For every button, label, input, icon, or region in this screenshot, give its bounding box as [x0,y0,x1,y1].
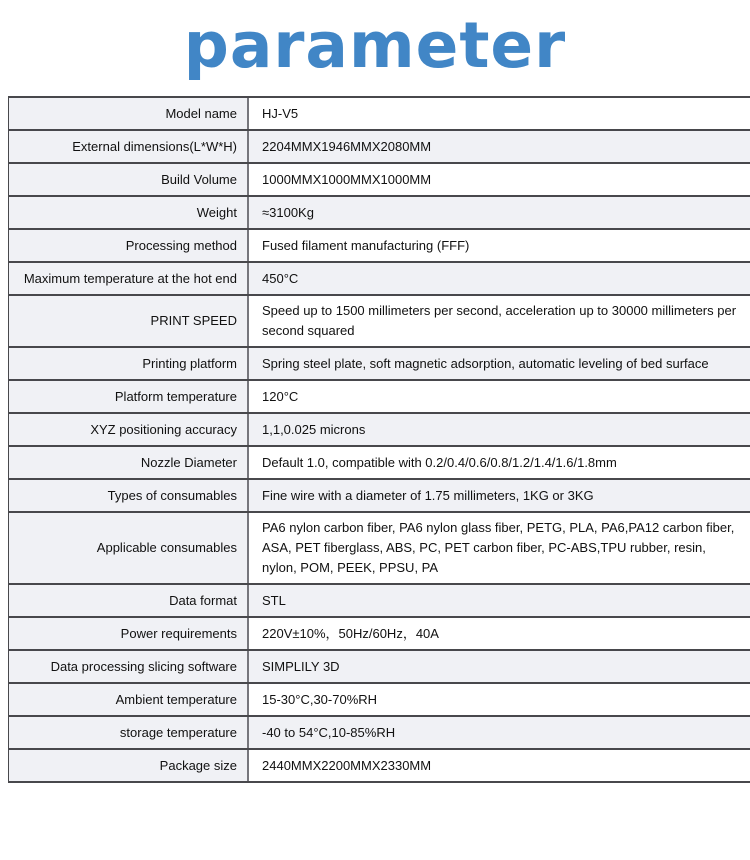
spec-value: Default 1.0, compatible with 0.2/0.4/0.6/0.8/1.2/1.4/1.6/1.8mm [262,454,617,470]
spec-value: STL [249,585,750,616]
spec-label: Package size [9,750,249,781]
table-row [9,230,750,263]
spec-label: Platform temperature [9,381,249,412]
spec-label: Printing platform [9,348,249,379]
spec-label: Ambient temperature [9,684,249,715]
spec-value: 220V±10%，50Hz/60Hz，40A [262,625,439,641]
spec-value: SIMPLILY 3D [249,651,750,682]
spec-label: Power requirements [9,618,249,649]
spec-value: 15-30°C,30-70%RH [262,691,378,707]
table-row [9,618,750,651]
spec-label: External dimensions(L*W*H) [9,131,249,162]
table-row [9,480,750,513]
table-row [9,513,750,585]
spec-value: Fused filament manufacturing (FFF) [262,237,470,253]
spec-value: ≈3100Kg [249,197,750,228]
spec-table [8,96,750,783]
spec-value: -40 to 54°C,10-85%RH [249,717,750,748]
table-row [9,381,750,414]
spec-value: 450°C [249,263,750,294]
spec-label: Data format [9,585,249,616]
spec-value: PA6 nylon carbon fiber, PA6 nylon glass fiber, PETG, PLA, PA6,PA12 carbon fiber, ASA, PET fiberglass, ABS, PC, PET carbon fiber, PC-ABS,TPU rubber, resin, nylon, POM, PEEK, PPSU, PA [262,520,735,575]
spec-value: Spring steel plate, soft magnetic adsorption, automatic leveling of bed surface [249,348,750,379]
table-row [9,750,750,783]
table-row [9,197,750,230]
table-row [9,131,750,164]
spec-label: Weight [9,197,249,228]
table-row [9,684,750,717]
table-row [9,651,750,684]
table-row [9,447,750,480]
table-row [9,296,750,348]
spec-value: 120°C [262,388,299,404]
table-row [9,414,750,447]
spec-label: Data processing slicing software [9,651,249,682]
table-row [9,585,750,618]
spec-label: XYZ positioning accuracy [9,414,249,445]
spec-label: Applicable consumables [9,513,249,583]
spec-value: Fine wire with a diameter of 1.75 millimeters, 1KG or 3KG [249,480,750,511]
spec-label: Build Volume [9,164,249,195]
spec-value: 2440MMX2200MMX2330MM [262,757,432,773]
spec-label: storage temperature [9,717,249,748]
spec-label: PRINT SPEED [9,296,249,346]
spec-value: Speed up to 1500 millimeters per second, acceleration up to 30000 millimeters per second squared [262,303,737,338]
table-row [9,98,750,131]
spec-value: 2204MMX1946MMX2080MM [249,131,750,162]
spec-label: Maximum temperature at the hot end [9,263,249,294]
table-row [9,164,750,197]
spec-label: Nozzle Diameter [9,447,249,478]
table-row [9,263,750,296]
table-row [9,717,750,750]
spec-label: Processing method [9,230,249,261]
spec-value: 1000MMX1000MMX1000MM [262,171,432,187]
spec-value: HJ-V5 [262,105,299,121]
table-row [9,348,750,381]
page-title: parameter [183,9,567,82]
spec-value: 1,1,0.025 microns [249,414,750,445]
spec-label: Model name [9,98,249,129]
spec-label: Types of consumables [9,480,249,511]
